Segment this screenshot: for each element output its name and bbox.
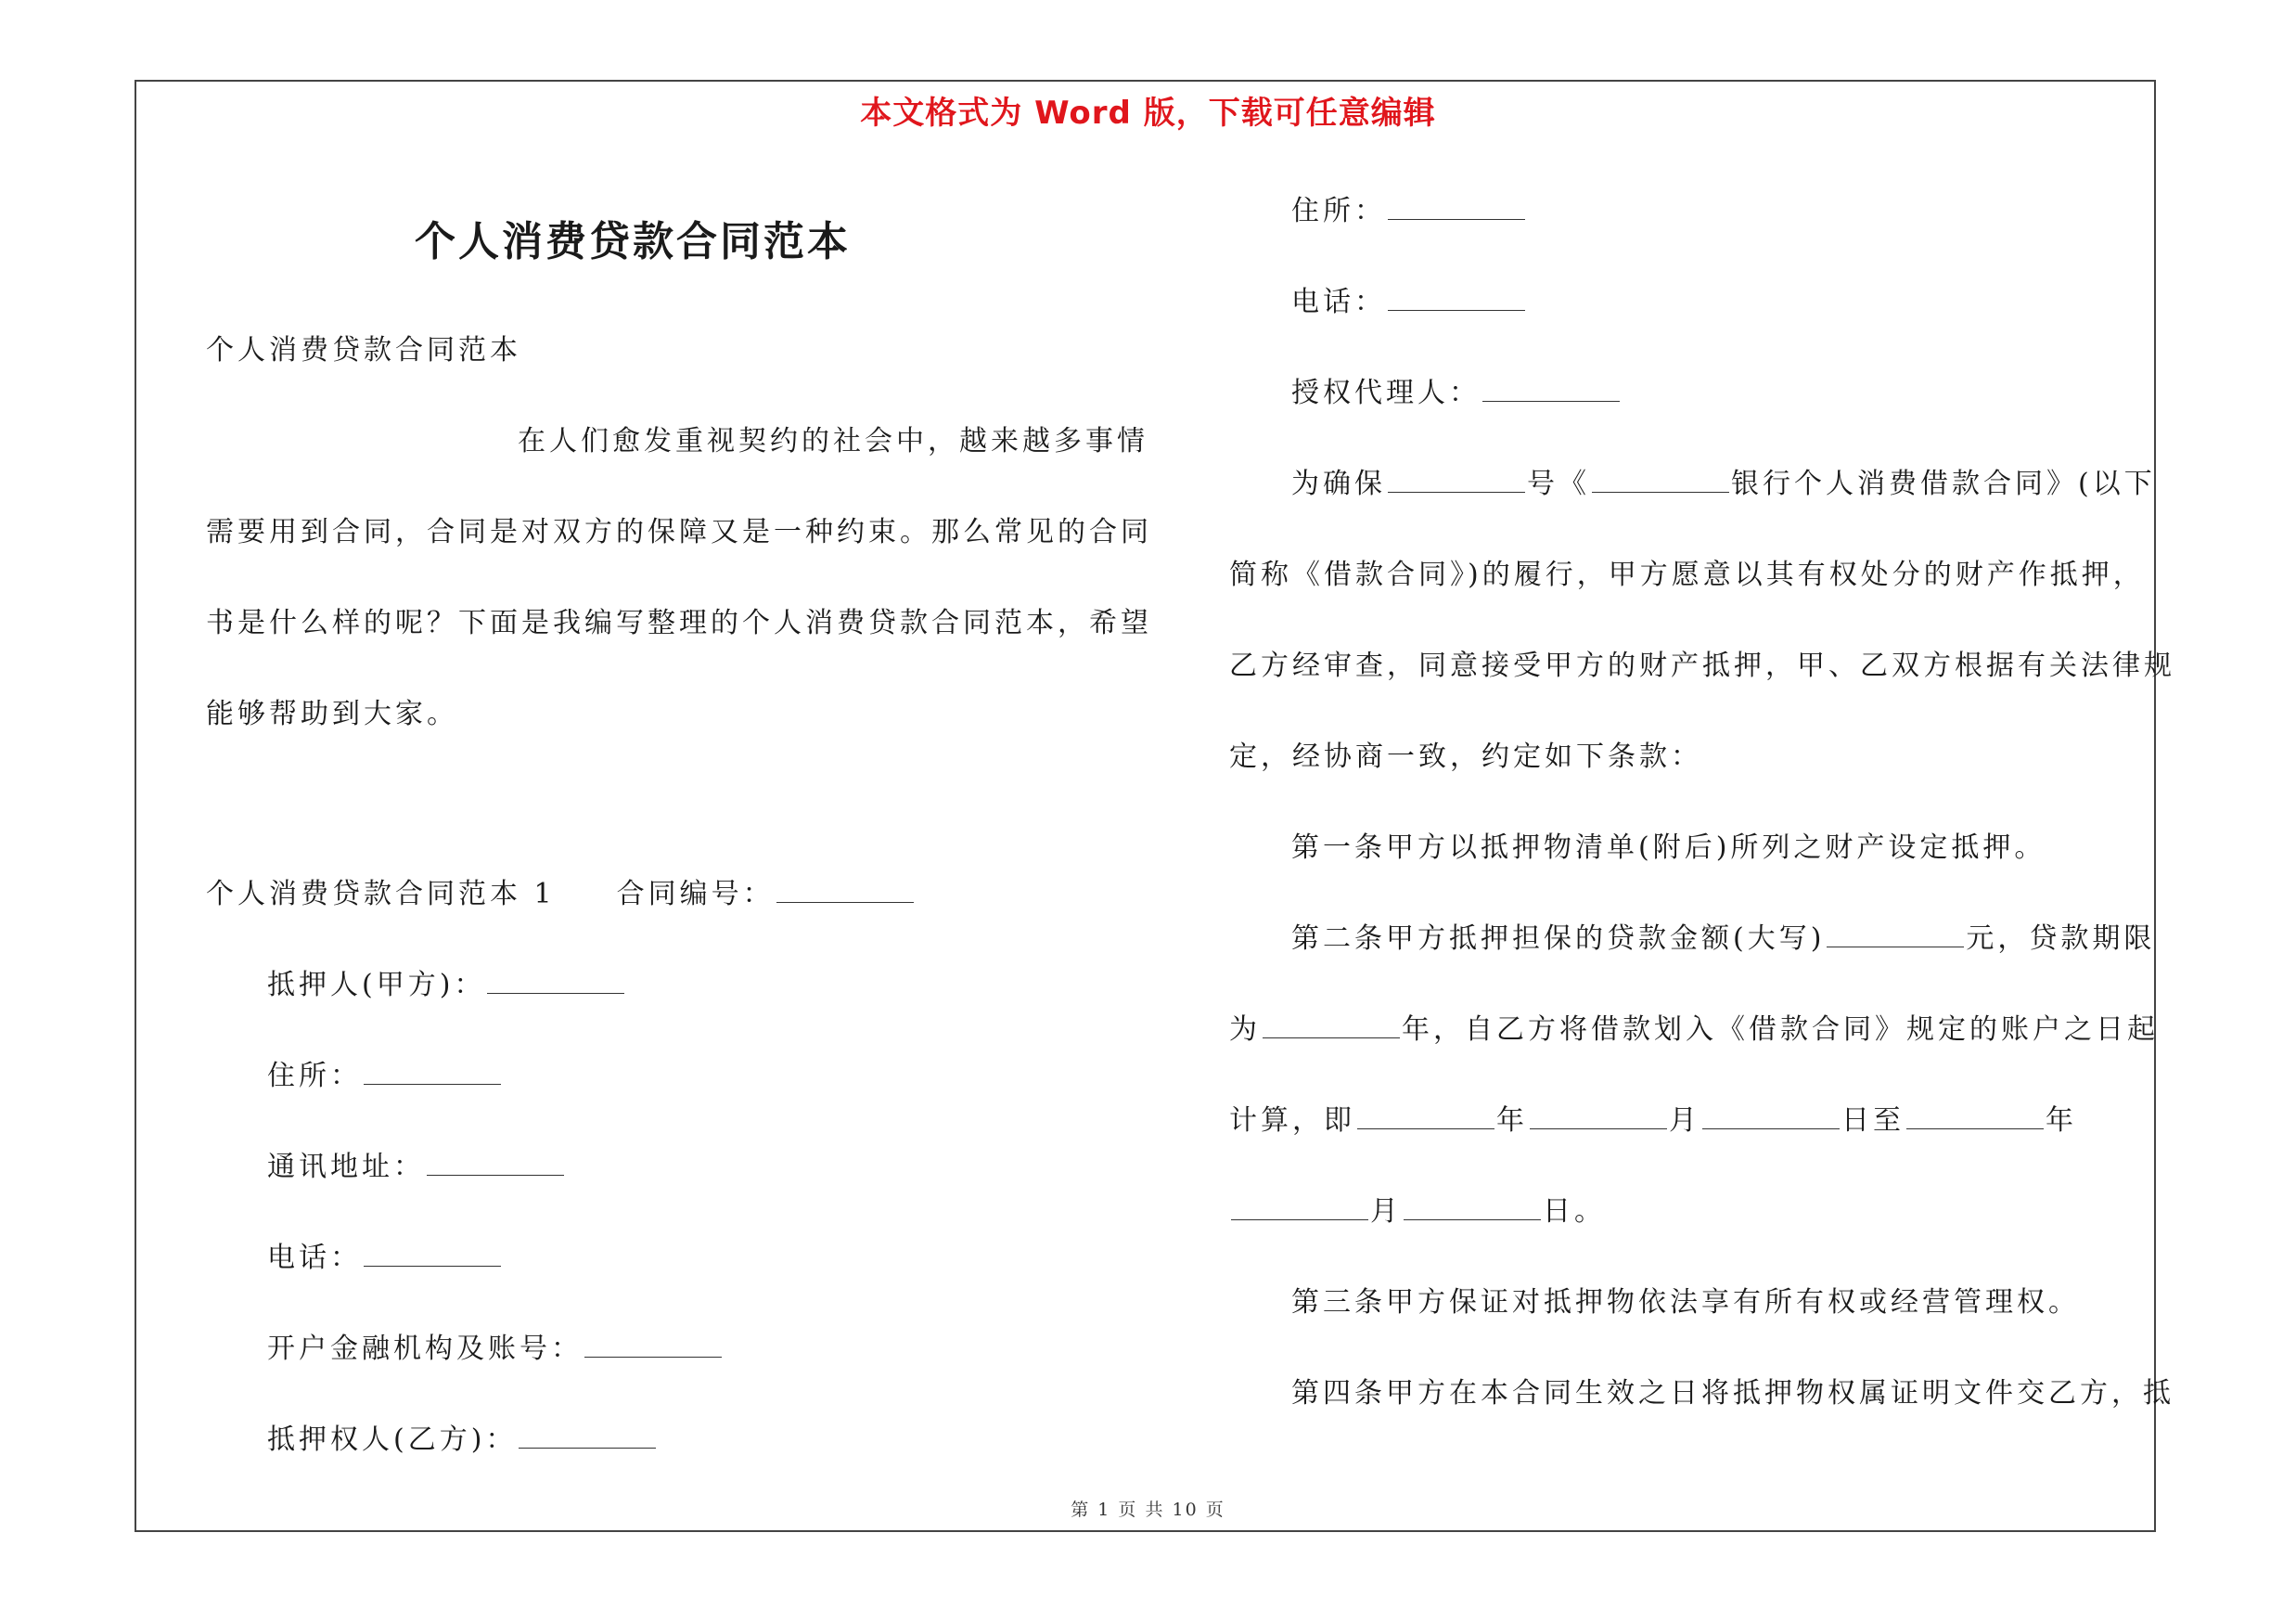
article-2-line-1: 第二条甲方抵押担保的贷款金额(大写) 元，贷款期限: [1291, 922, 2156, 955]
right-field-address: 住所：: [1291, 193, 1527, 230]
address-blank: [364, 1060, 501, 1085]
field-address: 住所：: [267, 1058, 503, 1095]
article-2-line-4: 月 日。: [1229, 1193, 1606, 1230]
intro-line-4: 能够帮助到大家。: [206, 698, 458, 730]
para1-line-2: 简称《借款合同》)的履行，甲方愿意以其有权处分的财产作抵押，: [1229, 559, 2145, 591]
para1-line-4: 定，经协商一致，约定如下条款：: [1229, 741, 1702, 773]
right-phone-blank: [1388, 286, 1525, 311]
mortgagee-blank: [519, 1423, 656, 1449]
document-title: 个人消费贷款合同范本: [415, 218, 851, 265]
article-2-line-2: 为 年，自乙方将借款划入《借款合同》规定的账户之日起: [1229, 1013, 2159, 1046]
field-bank-account: 开户金融机构及账号：: [267, 1331, 724, 1368]
format-banner: 本文格式为 Word 版，下载可任意编辑: [860, 95, 1436, 132]
right-field-agent: 授权代理人：: [1291, 375, 1622, 412]
contract-heading: [206, 876, 916, 913]
intro-line-1: 在人们愈发重视契约的社会中，越来越多事情: [518, 425, 1148, 457]
contract-number-blank: [776, 878, 914, 903]
bank-account-blank: [584, 1333, 722, 1358]
intro-line-2: 需要用到合同，合同是对双方的保障又是一种约束。那么常见的合同: [206, 516, 1152, 548]
agent-blank: [1482, 377, 1620, 402]
field-mortgagee: 抵押权人(乙方)：: [267, 1422, 658, 1459]
field-phone: 电话：: [267, 1240, 503, 1277]
field-mortgagor: 抵押人(甲方)：: [267, 967, 626, 1004]
field-mailing-address: 通讯地址：: [267, 1149, 566, 1186]
right-address-blank: [1388, 195, 1525, 220]
left-subtitle: 个人消费贷款合同范本: [206, 334, 521, 367]
article-3: 第三条甲方保证对抵押物依法享有所有权或经营管理权。: [1291, 1286, 2080, 1319]
para1-line-1: 为确保 号《 银行个人消费借款合同》(以下: [1291, 468, 2156, 500]
sample-1-heading: 个人消费贷款合同范本 1: [206, 878, 556, 910]
article-2-line-3: 计算，即 年 月 日至 年: [1229, 1104, 2077, 1137]
intro-line-3: 书是什么样的呢？下面是我编写整理的个人消费贷款合同范本，希望: [206, 607, 1152, 639]
page-footer: 第 1 页 共 10 页: [1071, 1500, 1225, 1520]
mailing-address-blank: [427, 1151, 564, 1176]
phone-blank: [364, 1242, 501, 1267]
contract-number-label: 合同编号：: [616, 878, 775, 910]
para1-line-3: 乙方经审查，同意接受甲方的财产抵押，甲、乙双方根据有关法律规: [1229, 650, 2175, 682]
right-field-phone: 电话：: [1291, 284, 1527, 321]
article-4: 第四条甲方在本合同生效之日将抵押物权属证明文件交乙方，抵: [1291, 1377, 2174, 1410]
mortgagor-blank: [487, 969, 624, 994]
article-1: 第一条甲方以抵押物清单(附后)所列之财产设定抵押。: [1291, 831, 2046, 864]
